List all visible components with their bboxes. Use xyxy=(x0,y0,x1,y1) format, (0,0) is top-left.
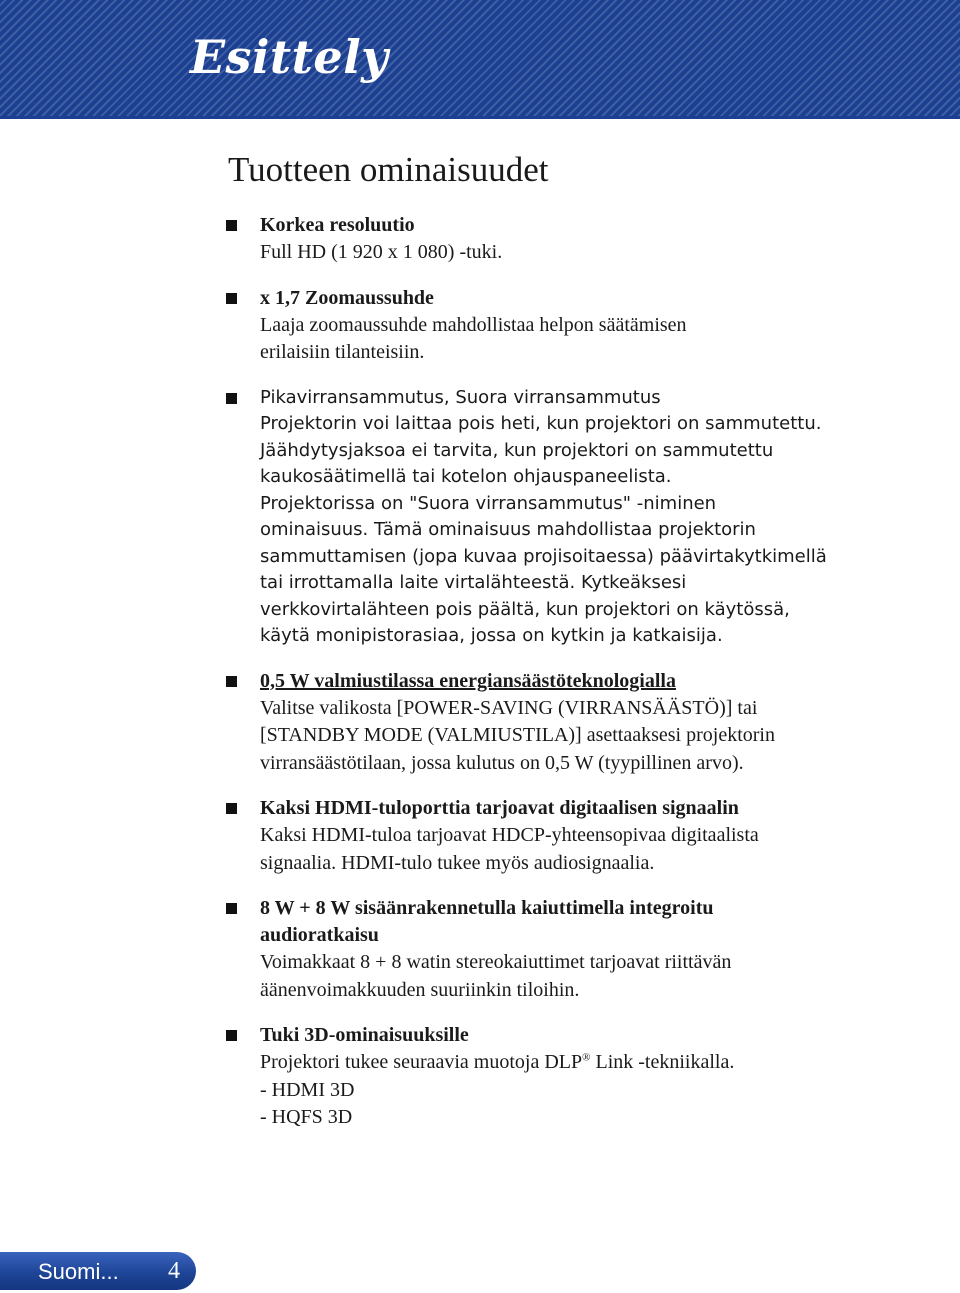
feature-item-zoom xyxy=(226,285,926,367)
feature-text: tai irrottamalla laite virtalähteestä. Kytkeäksesi xyxy=(260,572,687,593)
square-bullet-icon xyxy=(226,903,237,914)
feature-text: käytä monipistorasiaa, jossa on kytkin ja katkaisija. xyxy=(260,625,723,646)
feature-text: Laaja zoomaussuhde mahdollistaa helpon säätämisen xyxy=(260,313,687,336)
feature-title: Tuki 3D-ominaisuuksille xyxy=(260,1024,469,1046)
feature-text: Kaksi HDMI-tuloa tarjoavat HDCP-yhteensopivaa digitaalista xyxy=(260,824,759,846)
feature-item-hdmi xyxy=(226,795,926,877)
feature-title: 0,5 W valmiustilassa energiansäästöteknologialla xyxy=(260,669,676,692)
feature-text: kaukosäätimellä tai kotelon ohjauspaneelista. xyxy=(260,466,672,487)
feature-text: erilaisiin tilanteisiin. xyxy=(260,341,425,363)
square-bullet-icon xyxy=(226,1030,237,1041)
feature-title: Kaksi HDMI-tuloporttia tarjoavat digitaalisen signaalin xyxy=(260,797,739,819)
feature-text: [STANDBY MODE (VALMIUSTILA)] asettaaksesi projektorin xyxy=(260,724,775,746)
feature-title: x 1,7 Zoomaussuhde xyxy=(260,286,434,309)
feature-title: Pikavirransammutus, Suora virransammutus xyxy=(260,386,661,408)
feature-text: äänenvoimakkuuden suuriinkin tiloihin. xyxy=(260,978,580,1001)
feature-item-power-off xyxy=(226,385,926,650)
feature-text: Projektorin voi laittaa pois heti, kun projektori on sammutettu. xyxy=(260,413,822,434)
registered-mark: ® xyxy=(582,1051,591,1064)
square-bullet-icon xyxy=(226,220,237,231)
header-band xyxy=(0,0,960,116)
feature-text: - HQFS 3D xyxy=(260,1106,353,1128)
square-bullet-icon xyxy=(226,293,237,304)
feature-title: 8 W + 8 W sisäänrakennetulla kaiuttimella integroitu xyxy=(260,897,714,919)
feature-text-part: Projektori tukee seuraavia muotoja DLP xyxy=(260,1051,583,1073)
feature-text: - HDMI 3D xyxy=(260,1078,355,1101)
feature-text xyxy=(260,1049,926,1077)
feature-text: signaalia. HDMI-tulo tukee myös audiosignaalia. xyxy=(260,851,655,874)
page-number: 4 xyxy=(168,1258,180,1284)
footer-language: Suomi... xyxy=(38,1259,119,1284)
feature-text: ominaisuus. Tämä ominaisuus mahdollistaa projektorin xyxy=(260,519,756,540)
feature-text-part: Link -tekniikalla. xyxy=(590,1051,735,1073)
feature-text: Projektorissa on "Suora virransammutus" -niminen xyxy=(260,492,717,514)
feature-text: Voimakkaat 8 + 8 watin stereokaiuttimet tarjoavat riittävän xyxy=(260,951,732,973)
header-rule xyxy=(0,116,960,119)
feature-item-standby xyxy=(226,668,926,778)
feature-title: Korkea resoluutio xyxy=(260,214,415,236)
section-title: Tuotteen ominaisuudet xyxy=(228,150,549,189)
square-bullet-icon xyxy=(226,676,237,687)
feature-item-resolution xyxy=(226,212,926,267)
feature-text: Jäähdytysjaksoa ei tarvita, kun projektori on sammutettu xyxy=(260,439,774,461)
feature-text: Full HD (1 920 x 1 080) -tuki. xyxy=(260,241,503,263)
feature-text: sammuttamisen (jopa kuvaa projisoitaessa) päävirtakytkimellä xyxy=(260,545,827,567)
feature-text: Valitse valikosta [POWER-SAVING (VIRRANSÄÄSTÖ)] tai xyxy=(260,696,758,719)
chapter-title: Esittely xyxy=(190,30,389,84)
feature-list xyxy=(226,212,926,1132)
feature-text: virransäästötilaan, jossa kulutus on 0,5 W (tyypillinen arvo). xyxy=(260,751,744,774)
feature-title: audioratkaisu xyxy=(260,924,379,946)
feature-text: verkkovirtalähteen pois päältä, kun projektori on käytössä, xyxy=(260,598,790,620)
feature-item-speakers xyxy=(226,895,926,1004)
feature-item-3d xyxy=(226,1022,926,1132)
square-bullet-icon xyxy=(226,393,237,404)
square-bullet-icon xyxy=(226,803,237,814)
